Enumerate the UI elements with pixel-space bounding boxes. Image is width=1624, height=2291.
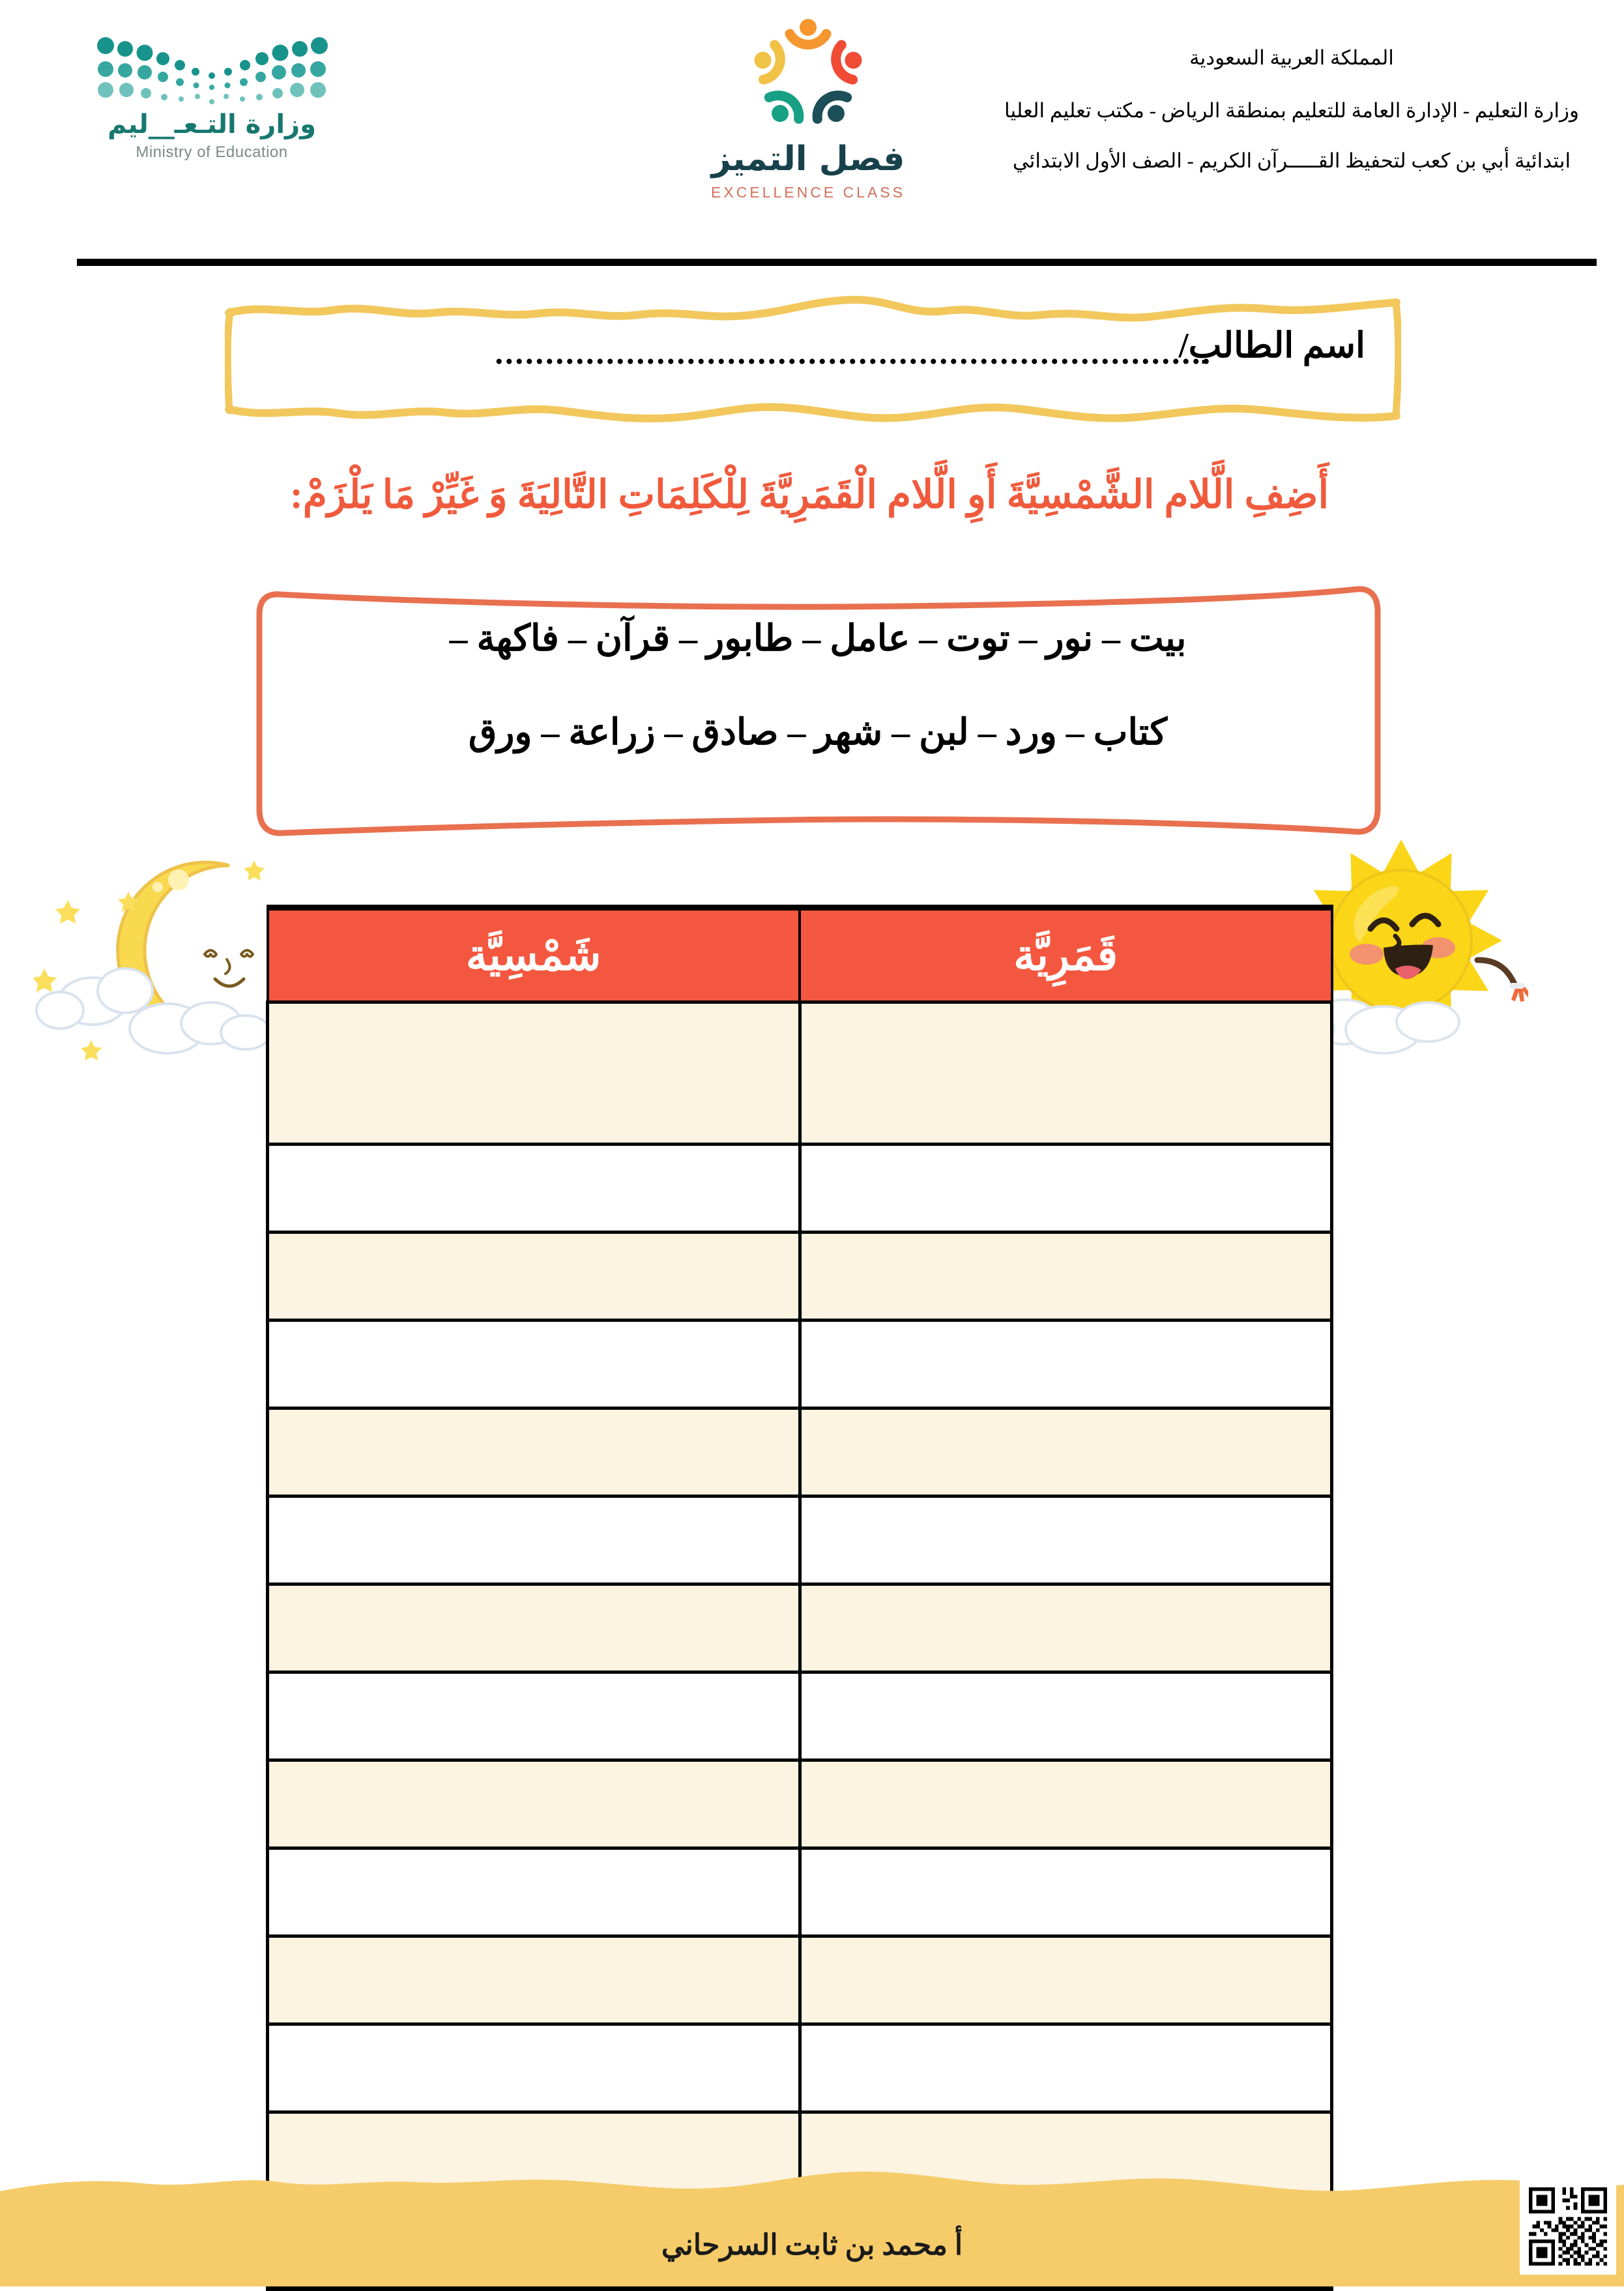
footer-wavy-band	[0, 2163, 1624, 2286]
table-row	[268, 1145, 1332, 1233]
cell-shamsiyyah[interactable]	[268, 1408, 800, 1496]
qr-code[interactable]	[1520, 2178, 1616, 2275]
table-header	[268, 908, 1332, 1002]
page-footer	[0, 2163, 1624, 2286]
teacher-name: أ محمد بن ثابت السرحاني	[661, 2229, 963, 2261]
word-bank-line-1: بيت – نور – توت – عامل – طابور – قرآن – فاكهة –	[449, 619, 1187, 659]
cell-qamariyyah[interactable]	[800, 1496, 1332, 1584]
cell-qamariyyah[interactable]	[800, 1848, 1332, 1936]
table-row	[268, 1760, 1332, 1848]
student-name-label: اسم الطالب/	[1178, 326, 1365, 365]
cell-qamariyyah[interactable]	[800, 1321, 1332, 1408]
student-name-box	[225, 293, 1401, 427]
cell-shamsiyyah[interactable]	[268, 1002, 800, 1145]
table-row	[268, 1321, 1332, 1408]
cell-qamariyyah[interactable]	[800, 1936, 1332, 2024]
table-row	[268, 2024, 1332, 2112]
moe-dots-icon	[91, 31, 332, 108]
sleeping-crescent-moon-icon	[34, 839, 275, 1068]
table-row	[268, 1408, 1332, 1496]
student-name-blank-line[interactable]: .......................................................................	[495, 334, 1212, 371]
column-header-qamariyyah: قَمَرِيَّة	[800, 908, 1332, 1002]
cell-shamsiyyah[interactable]	[268, 1936, 800, 2024]
column-header-shamsiyyah: شَمْسِيَّة	[268, 908, 800, 1002]
cell-shamsiyyah[interactable]	[268, 1760, 800, 1848]
moe-logo-english-text: Ministry of Education	[136, 143, 288, 161]
cell-shamsiyyah[interactable]	[268, 1233, 800, 1321]
excellence-logo-english-text: EXCELLENCE CLASS	[711, 184, 905, 201]
moe-logo-arabic-text: وزارة التـعـ__ليم	[108, 109, 316, 139]
cell-qamariyyah[interactable]	[800, 1760, 1332, 1848]
school-identification-block	[998, 46, 1585, 173]
classification-table	[266, 905, 1333, 2291]
header-divider-rule	[77, 259, 1597, 266]
ministry-of-education-logo	[91, 31, 332, 188]
table-row	[268, 1002, 1332, 1145]
qr-code-icon	[1529, 2187, 1607, 2266]
table-row	[268, 1233, 1332, 1321]
cell-qamariyyah[interactable]	[800, 1584, 1332, 1672]
cell-qamariyyah[interactable]	[800, 1672, 1332, 1760]
cell-shamsiyyah[interactable]	[268, 1584, 800, 1672]
moon-decoration	[34, 839, 275, 1068]
cell-qamariyyah[interactable]	[800, 1002, 1332, 1145]
education-administration-line: وزارة التعليم - الإدارة العامة للتعليم بمنطقة الرياض - مكتب تعليم العليا	[1004, 99, 1579, 123]
table-row	[268, 1672, 1332, 1760]
word-bank-box	[254, 580, 1382, 841]
cell-qamariyyah[interactable]	[800, 1408, 1332, 1496]
school-and-grade-line: ابتدائية أبي بن كعب لتحفيظ القـــــرآن الكريم - الصف الأول الابتدائي	[1012, 149, 1571, 173]
cell-qamariyyah[interactable]	[800, 1233, 1332, 1321]
cell-shamsiyyah[interactable]	[268, 2024, 800, 2112]
cell-qamariyyah[interactable]	[800, 2024, 1332, 2112]
cell-shamsiyyah[interactable]	[268, 1145, 800, 1233]
excellence-class-logo	[701, 13, 916, 228]
exercise-instruction: أَضِفِ الَّلام الشَّمْسِيَّةَ أَوِ الَّلام الْقَمَرِيَّةَ لِلْكَلِمَاتِ التَّالِيَةَ وَ غَيِّرْ مَا يَلْزَمْ:	[289, 473, 1329, 516]
word-bank-line-2: كتاب – ورد – لبن – شهر – صادق – زراعة – ورق	[468, 712, 1168, 753]
cell-shamsiyyah[interactable]	[268, 1848, 800, 1936]
table-row	[268, 1584, 1332, 1672]
table-row	[268, 1848, 1332, 1936]
cell-shamsiyyah[interactable]	[268, 1672, 800, 1760]
excellence-logo-arabic-text: فصل التميز	[711, 139, 905, 179]
table-header-row	[268, 908, 1332, 1002]
cell-shamsiyyah[interactable]	[268, 1321, 800, 1408]
cell-qamariyyah[interactable]	[800, 1145, 1332, 1233]
table-body	[268, 1002, 1332, 2288]
excellence-class-people-icon	[730, 13, 886, 137]
page-header	[0, 0, 1624, 263]
cell-shamsiyyah[interactable]	[268, 1496, 800, 1584]
table-row	[268, 1496, 1332, 1584]
country-name: المملكة العربية السعودية	[1189, 46, 1394, 69]
classification-table-wrapper	[266, 905, 1333, 2291]
table-row	[268, 1936, 1332, 2024]
